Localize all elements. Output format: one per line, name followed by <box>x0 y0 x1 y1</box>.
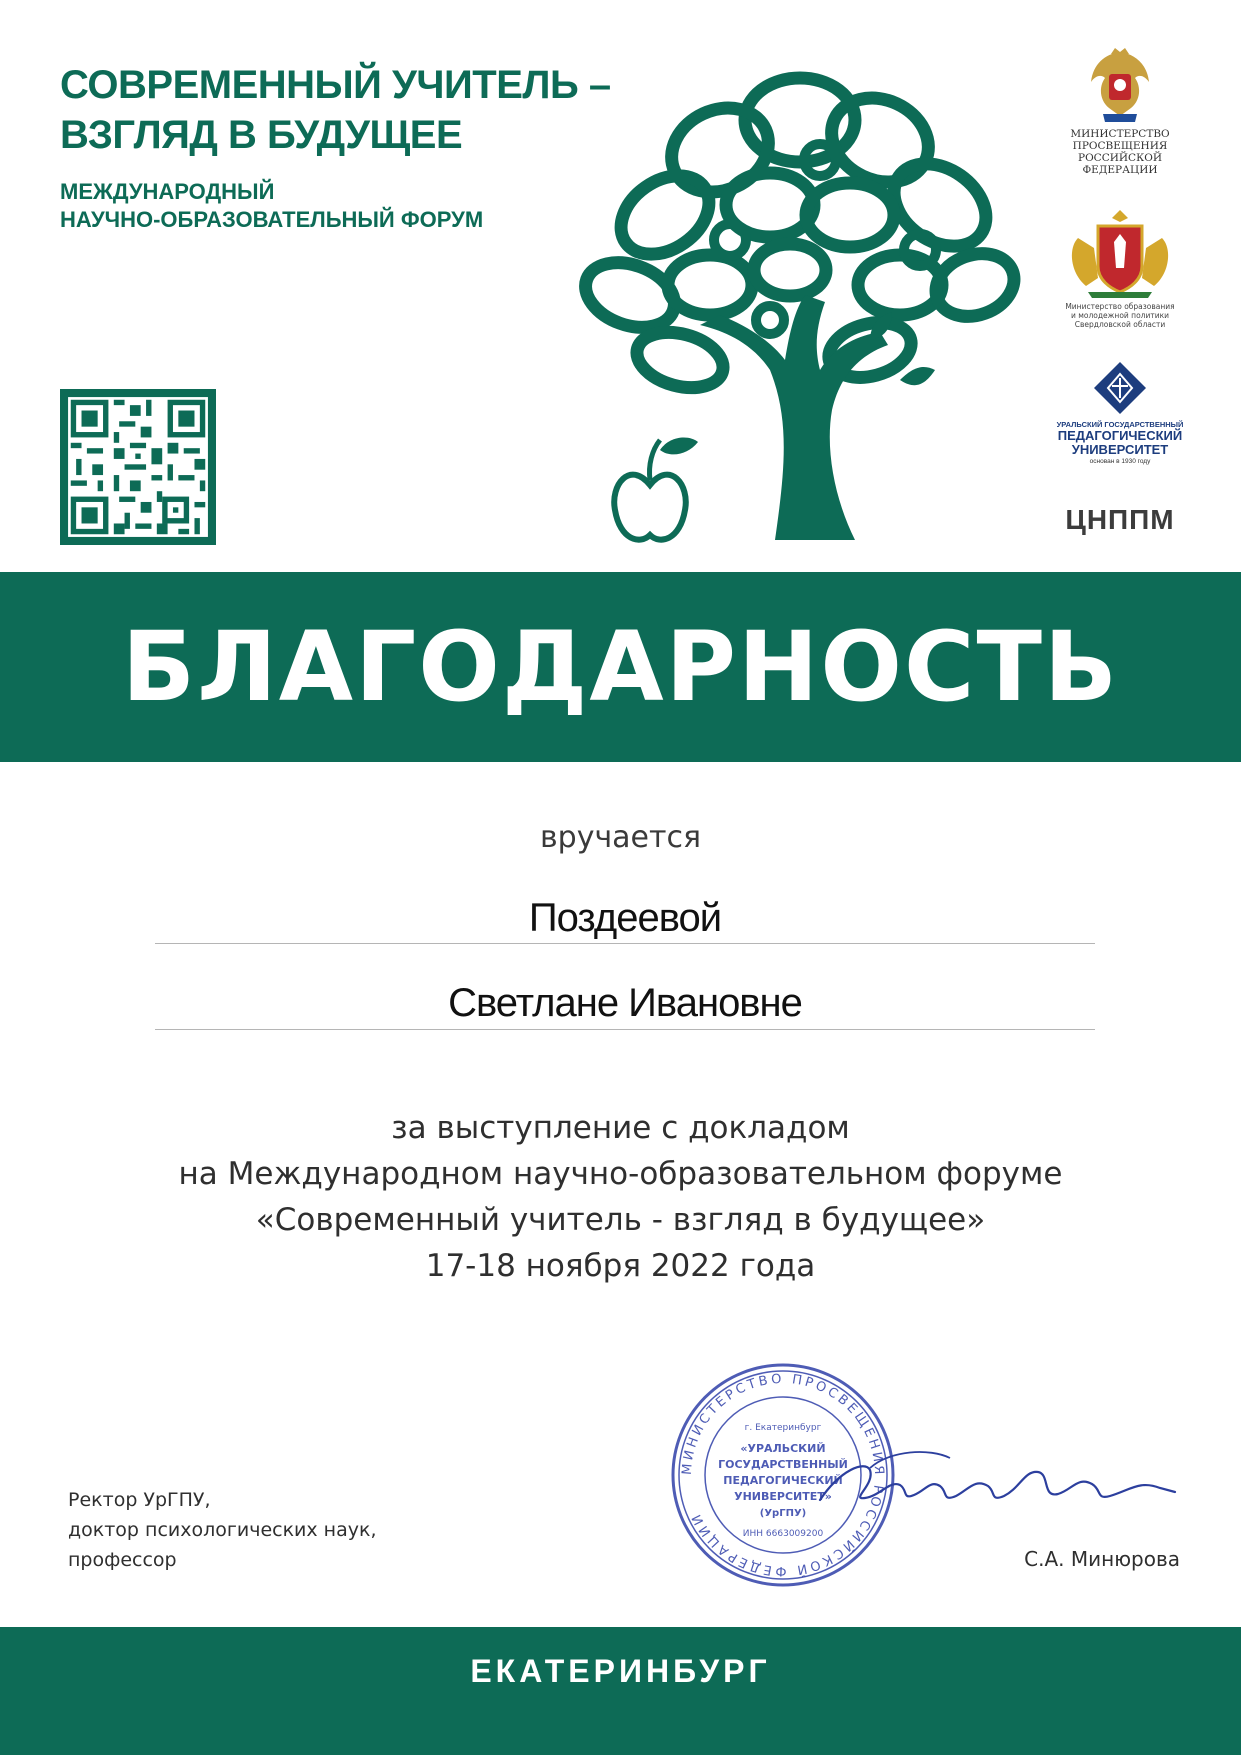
ministry-line3: РОССИЙСКОЙ <box>1078 152 1162 164</box>
stamp-line5: (УрГПУ) <box>759 1508 807 1519</box>
event-date: 17-18 ноября 2022 года <box>425 1248 816 1284</box>
regional-ministry-name <box>1050 302 1190 329</box>
stamp-line4: УНИВЕРСИТЕТ» <box>734 1490 832 1503</box>
forum-title <box>60 60 611 160</box>
stamp-line2: ГОСУДАРСТВЕННЫЙ <box>718 1458 848 1471</box>
regional-ministry-logo <box>1050 208 1190 329</box>
ministry-emblem-icon <box>1085 44 1155 124</box>
regional-line1: Министерство образования <box>1065 302 1175 311</box>
qr-code-icon <box>60 388 216 546</box>
ministry-name <box>1050 128 1190 176</box>
footer-band <box>0 1627 1241 1755</box>
uspu-name <box>1050 420 1190 466</box>
uspu-line2: ПЕДАГОГИЧЕСКИЙ <box>1057 428 1183 443</box>
signatory-position <box>68 1485 377 1575</box>
footer-city: ЕКАТЕРИНБУРГ <box>470 1653 771 1689</box>
cnppm-logo-text: ЦНППМ <box>1065 504 1175 535</box>
ministry-line4: ФЕДЕРАЦИИ <box>1082 164 1158 176</box>
position-line3: профессор <box>68 1549 177 1571</box>
forum-title-line2: ВЗГЛЯД В БУДУЩЕЕ <box>60 113 463 157</box>
forum-title-line1: СОВРЕМЕННЫЙ УЧИТЕЛЬ – <box>60 63 611 107</box>
position-line1: Ректор УрГПУ, <box>68 1489 211 1511</box>
signatory-name: С.А. Минюрова <box>1024 1547 1180 1571</box>
position-line2: доктор психологических наук, <box>68 1519 377 1541</box>
uspu-logo-icon <box>1092 360 1148 416</box>
stamp-line3: ПЕДАГОГИЧЕСКИЙ <box>723 1474 843 1487</box>
ministry-line2: ПРОСВЕЩЕНИЯ <box>1072 140 1168 152</box>
forum-subtitle-line2: НАУЧНО-ОБРАЗОВАТЕЛЬНЫЙ ФОРУМ <box>60 207 484 232</box>
reason-line1: за выступление с докладом <box>391 1110 850 1146</box>
uspu-line4: основан в 1930 году <box>1089 458 1151 465</box>
ministry-line1: МИНИСТЕРСТВО <box>1070 128 1170 140</box>
forum-subtitle <box>60 178 483 234</box>
reason-line2: на Международном научно-образовательном форуме <box>178 1156 1063 1192</box>
title-band <box>0 572 1241 762</box>
stamp-line1: «УРАЛЬСКИЙ <box>740 1442 826 1455</box>
stamp-outer-text: МИНИСТЕРСТВО ПРОСВЕЩЕНИЯ РОССИЙСКОЙ ФЕДЕРАЦИИ <box>679 1371 887 1579</box>
certificate-title: БЛАГОДАРНОСТЬ <box>121 611 1120 723</box>
uspu-line1: УРАЛЬСКИЙ ГОСУДАРСТВЕННЫЙ <box>1056 420 1184 429</box>
award-reason <box>0 1105 1241 1289</box>
name-underline-2 <box>155 1029 1095 1030</box>
sverdlovsk-coat-of-arms-icon <box>1058 208 1182 298</box>
recipient-given-names: Светлане Ивановне <box>448 981 802 1025</box>
ministry-logo <box>1050 44 1190 176</box>
stamp-inn: ИНН 6663009200 <box>742 1529 824 1539</box>
recipient-surname: Поздеевой <box>528 896 722 940</box>
regional-line2: и молодежной политики <box>1070 311 1169 320</box>
uspu-logo <box>1050 360 1190 466</box>
reason-line3: «Современный учитель - взгляд в будущее» <box>255 1202 986 1238</box>
forum-subtitle-line1: МЕЖДУНАРОДНЫЙ <box>60 179 275 204</box>
handwritten-signature <box>810 1440 1180 1530</box>
uspu-line3: УНИВЕРСИТЕТ <box>1071 442 1169 457</box>
tree-illustration <box>570 40 1030 550</box>
regional-line3: Свердловской области <box>1074 320 1166 329</box>
cnppm-logo <box>1050 504 1190 536</box>
stamp-city: г. Екатеринбург <box>744 1423 822 1433</box>
presented-text: вручается <box>539 820 702 855</box>
name-underline-1 <box>155 943 1095 944</box>
